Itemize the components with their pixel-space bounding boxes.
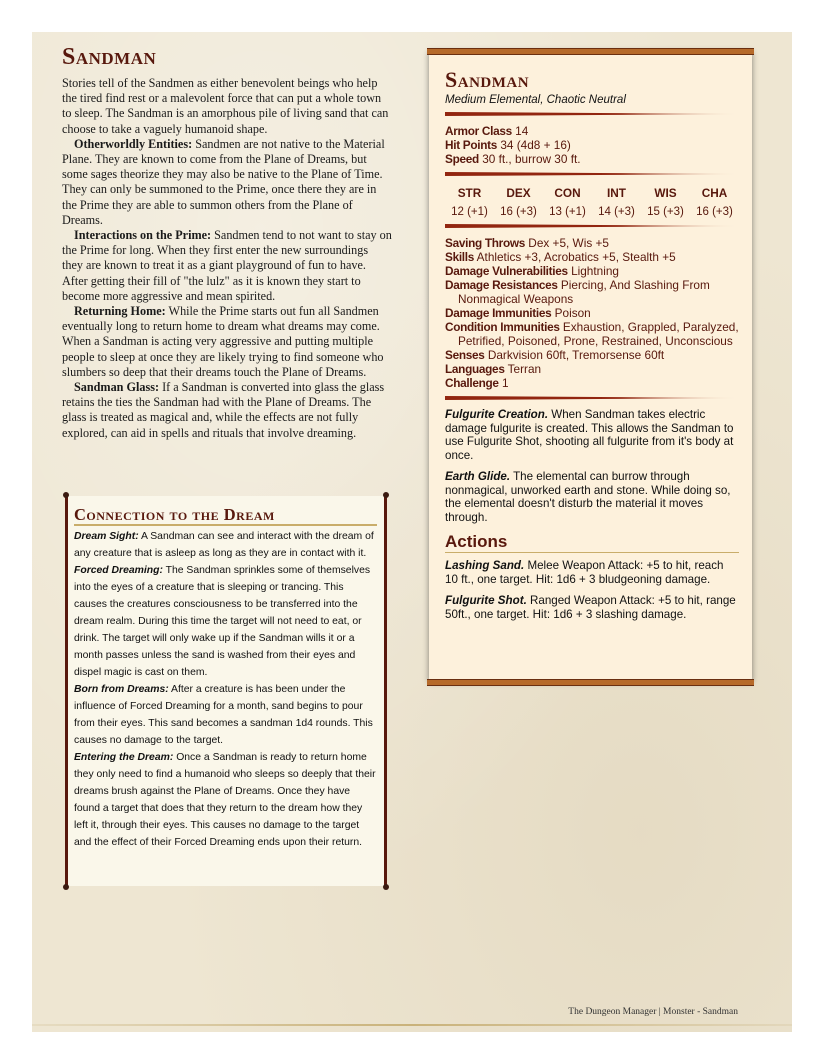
lore-label: Returning Home: <box>74 304 166 319</box>
ability-score: 14 (+3) <box>598 206 635 218</box>
languages <box>445 362 739 376</box>
prop-value: 34 (4d8 + 16) <box>500 138 571 152</box>
lore-text: Sandmen are not native to the Material Plane. They are known to come from the Plane of Dreams, but some sages theorize they may also be native to the Plane of Time. They can only be summoned to the Prime, once there they are in the Prime they are able to summon others from the Plane of Dreams. <box>62 136 385 227</box>
action-lashing-sand <box>445 559 739 586</box>
trait-label: Fulgurite Creation. <box>445 408 549 421</box>
monster-name: Sandman <box>445 67 530 92</box>
lore-label: Otherworldly Entities: <box>74 136 193 151</box>
prop-value: Exhaustion, Grappled, Paralyzed, Petrified, Poisoned, Prone, Restrained, Unconscious <box>458 320 739 348</box>
divider <box>445 112 739 116</box>
prop-label: Speed <box>445 152 479 166</box>
ability-score: 12 (+1) <box>451 206 488 218</box>
stat-block-top-border <box>427 48 754 55</box>
ability-cha <box>690 186 739 218</box>
prop-value: 14 <box>515 124 529 138</box>
trait-earth-glide <box>445 470 739 524</box>
action-label: Lashing Sand. <box>445 559 525 572</box>
senses <box>445 348 739 362</box>
lore-paragraph-interactions <box>62 228 392 304</box>
dream-note-box <box>65 496 387 886</box>
note-label: Born from Dreams: <box>74 684 169 695</box>
lore-text: While the Prime starts out fun all Sandmen eventually long to return home to dream what dreams may come. When a Sandman is acting very aggressive and putting multiple people to sleep at once they are likely trying to find someone who slumbers so deep that their dreams touch the Plane of Dreams. <box>62 304 384 379</box>
corner-ornament <box>383 492 389 498</box>
prop-label: Damage Resistances <box>445 278 558 292</box>
lore-text <box>62 76 392 441</box>
prop-label: Damage Vulnerabilities <box>445 264 568 278</box>
ability-name: INT <box>606 186 626 200</box>
lore-label: Interactions on the Prime: <box>74 228 212 243</box>
speed <box>445 152 739 166</box>
note-item-entering-dream <box>74 749 377 851</box>
prop-value: Piercing, And Slashing From Nonmagical Weapons <box>458 278 710 306</box>
prop-label: Senses <box>445 348 485 362</box>
ability-scores <box>445 186 739 218</box>
intro-paragraph: Stories tell of the Sandmen as either benevolent beings who help the tired find rest or a malevolent force that can put a whole town to sleep. The Sandman is an amorphous pile of living sand that can choose to take a vaguely humanoid shape. <box>62 76 389 136</box>
prop-label: Challenge <box>445 376 499 390</box>
challenge <box>445 376 739 390</box>
saving-throws <box>445 236 739 250</box>
lore-text: Sandmen tend to not want to stay on the Prime for long. When they first enter the new surroundings they are known to treat it as a giant playground of fun to have. After getting their fill of "the lulz" as it is known they start to become more aggressive and mean spirited. <box>62 228 392 303</box>
ability-name: STR <box>457 186 482 200</box>
footer-decoration <box>32 1024 792 1026</box>
prop-label: Skills <box>445 250 475 264</box>
damage-vulnerabilities <box>445 264 739 278</box>
divider <box>445 224 739 228</box>
prop-value: 1 <box>501 376 509 390</box>
prop-value: Poison <box>554 306 591 320</box>
stat-block-bottom-border <box>427 679 754 686</box>
page-footer: The Dungeon Manager | Monster - Sandman <box>568 1007 738 1017</box>
armor-class <box>445 124 739 138</box>
prop-value: Terran <box>507 362 542 376</box>
prop-value: Lightning <box>571 264 619 278</box>
ability-name: DEX <box>506 186 531 200</box>
ability-dex <box>494 186 543 218</box>
monster-type: Medium Elemental, Chaotic Neutral <box>445 94 626 106</box>
prop-value: Dex +5, Wis +5 <box>528 236 609 250</box>
prop-value: 30 ft., burrow 30 ft. <box>482 152 581 166</box>
note-text: A Sandman can see and interact with the dream of any creature that is asleep as long as they are in contact with it. <box>74 531 374 559</box>
page <box>32 32 792 1032</box>
note-item-forced-dreaming <box>74 562 377 681</box>
prop-label: Condition Immunities <box>445 320 560 334</box>
corner-ornament <box>383 884 389 890</box>
ability-name: WIS <box>654 186 677 200</box>
ability-score: 15 (+3) <box>647 206 684 218</box>
note-label: Dream Sight: <box>74 531 139 542</box>
page-title: Sandman <box>62 44 157 70</box>
note-item-dream-sight <box>74 528 377 562</box>
ability-name: CON <box>554 186 581 200</box>
prop-label: Saving Throws <box>445 236 526 250</box>
corner-ornament <box>63 492 69 498</box>
note-text: After a creature is has been under the influence of Forced Dreaming for a month, sand begins to pour from their eyes. This sand becomes a sandman 1d4 rounds. This causes no damage to the target. <box>74 684 373 746</box>
note-text: The Sandman sprinkles some of themselves into the eyes of a creature that is sleeping or trancing. This causes the creatures consciousness to be transferred into the dream realm. During this time the target will not need to eat, or drink. The target will only wake up if the Sandman wills it or a month passes unless the sand is washed from their eyes and dispel magic is cast on them. <box>74 565 371 678</box>
ability-score: 13 (+1) <box>549 206 586 218</box>
ability-score: 16 (+3) <box>696 206 733 218</box>
note-label: Entering the Dream: <box>74 752 174 763</box>
condition-immunities <box>445 320 739 348</box>
action-label: Fulgurite Shot. <box>445 594 527 607</box>
actions-heading: Actions <box>445 532 739 553</box>
trait-fulgurite-creation <box>445 408 739 462</box>
ability-str <box>445 186 494 218</box>
prop-label: Damage Immunities <box>445 306 552 320</box>
action-text: Melee Weapon Attack: +5 to hit, reach 10 ft., one target. Hit: 1d6 + 3 bludgeoning damage. <box>445 559 724 586</box>
trait-text: When Sandman takes electric damage fulgurite is created. This allows the Sandman to use Fulgurite Shot, shooting all fulgurite from it's body at once. <box>445 408 734 462</box>
note-title: Connection to the Dream <box>74 506 377 526</box>
trait-text: The elemental can burrow through nonmagical, unworked earth and stone. While doing so, the elemental doesn't disturb the material it moves through. <box>445 470 731 524</box>
note-item-born-from-dreams <box>74 681 377 749</box>
note-label: Forced Dreaming: <box>74 565 163 576</box>
lore-paragraph-returning <box>62 304 392 380</box>
ability-con <box>543 186 592 218</box>
ability-score: 16 (+3) <box>500 206 537 218</box>
action-text: Ranged Weapon Attack: +5 to hit, range 50ft., one target. Hit: 1d6 + 3 slashing damage. <box>445 594 736 621</box>
ability-wis <box>641 186 690 218</box>
prop-label: Hit Points <box>445 138 498 152</box>
prop-label: Languages <box>445 362 505 376</box>
hit-points <box>445 138 739 152</box>
divider <box>445 172 739 176</box>
stat-block <box>429 52 752 682</box>
lore-paragraph-glass <box>62 380 392 441</box>
lore-label: Sandman Glass: <box>74 380 160 395</box>
damage-resistances <box>445 278 739 306</box>
lore-paragraph-otherworldly <box>62 137 392 228</box>
trait-label: Earth Glide. <box>445 470 511 483</box>
corner-ornament <box>63 884 69 890</box>
prop-value: Athletics +3, Acrobatics +5, Stealth +5 <box>476 250 676 264</box>
prop-label: Armor Class <box>445 124 512 138</box>
note-text: Once a Sandman is ready to return home they only need to find a humanoid who sleeps so deeply that their dreams brush against the Plane of Dreams. Once they have found a target that does that they return to the dream how they left it, through their eyes. This causes no damage to the target and the effect of their Forced Dreaming ends upon their return. <box>74 752 376 848</box>
lore-text: If a Sandman is converted into glass the glass retains the ties the Sandman had with the Plane of Dreams. The glass is treated as magical and, while the effects are not fully explored, can aid in spells and rituals that involve dreaming. <box>62 380 385 440</box>
ability-name: CHA <box>701 186 728 200</box>
skills <box>445 250 739 264</box>
damage-immunities <box>445 306 739 320</box>
ability-int <box>592 186 641 218</box>
prop-value: Darkvision 60ft, Tremorsense 60ft <box>487 348 665 362</box>
divider <box>445 396 739 400</box>
action-fulgurite-shot <box>445 594 739 621</box>
